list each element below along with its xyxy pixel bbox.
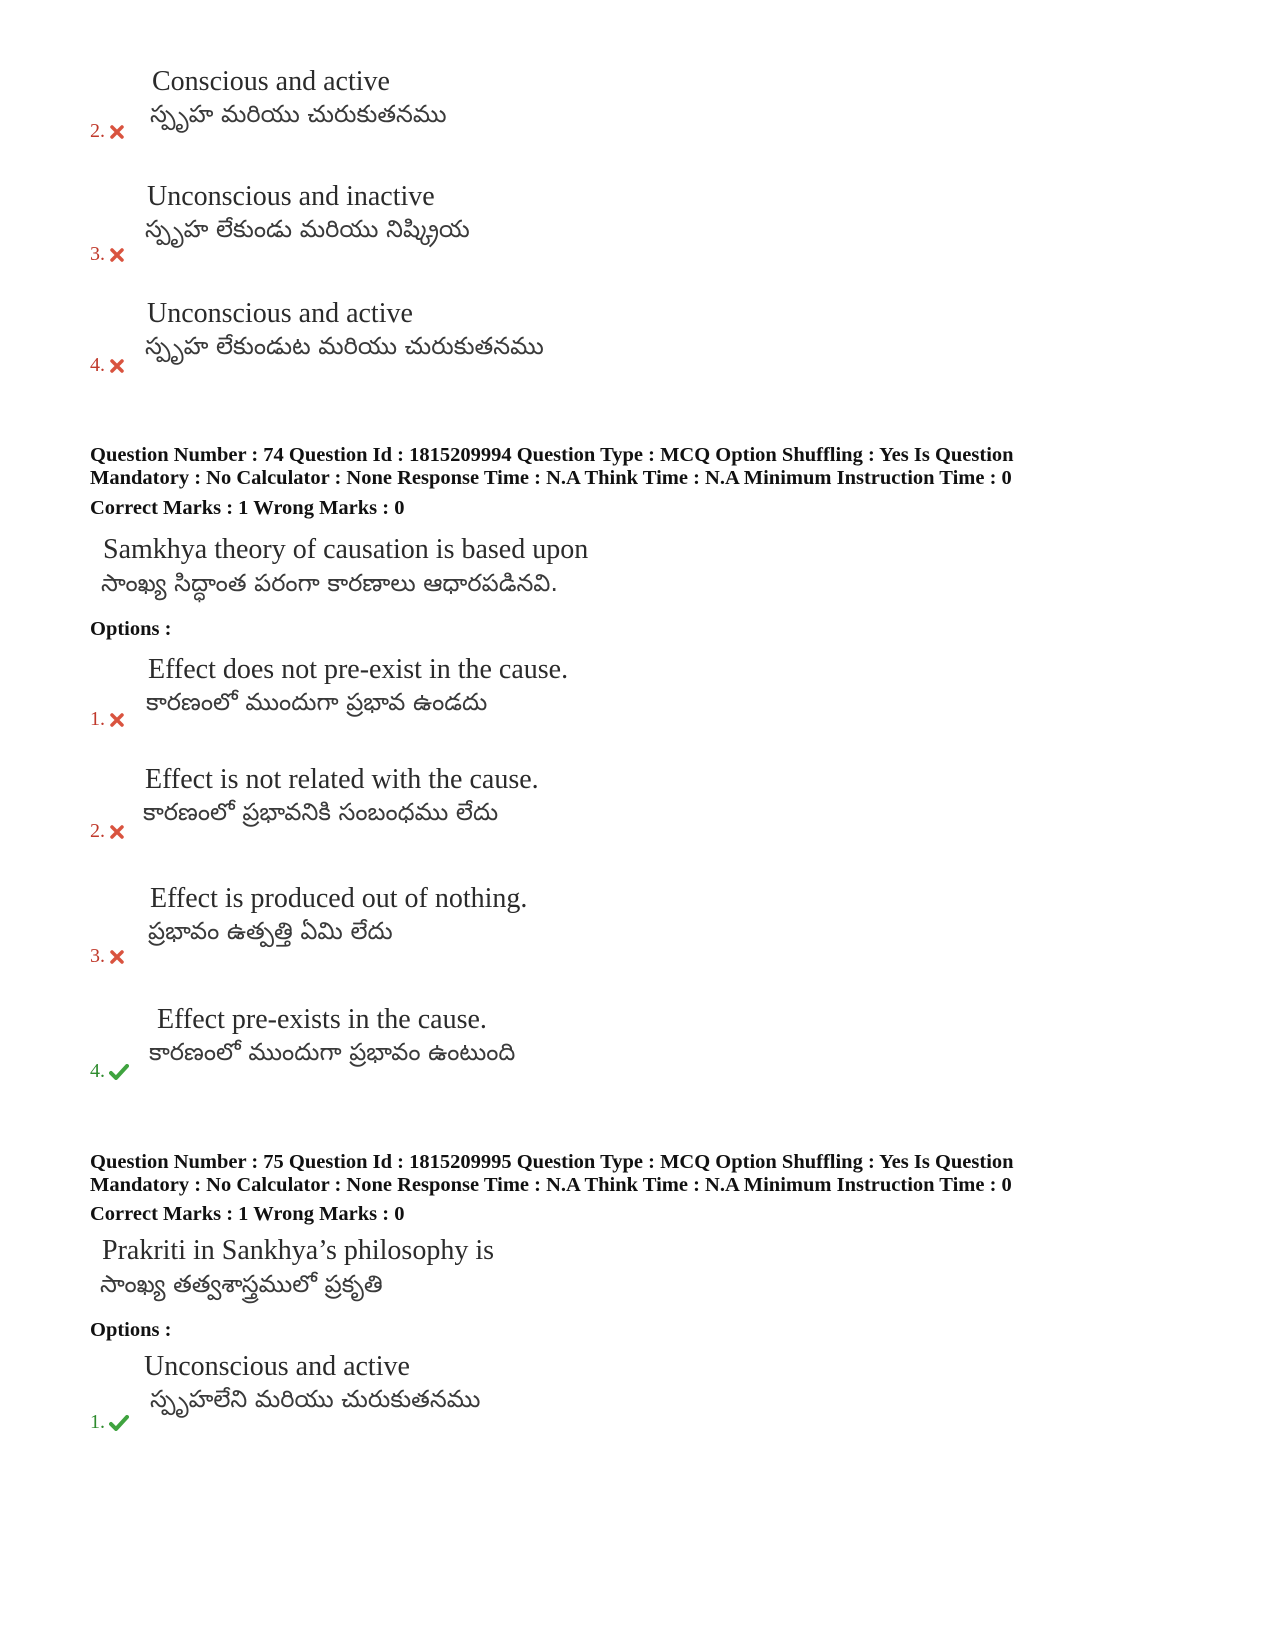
- option-number: 1.: [90, 708, 125, 731]
- option-text-te: స్పృహ లేకుండు మరియు నిష్క్రియ: [145, 215, 470, 243]
- question-text-en: Samkhya theory of causation is based upon: [103, 534, 589, 565]
- options-heading: Options :: [90, 1319, 172, 1341]
- option-number: 2.: [90, 120, 125, 143]
- option-text-en: Effect pre-exists in the cause.: [157, 1004, 487, 1035]
- option-text-en: Unconscious and active: [147, 298, 413, 329]
- option-number: 4.: [90, 1060, 129, 1083]
- question-text-te: సాంఖ్య సిద్ధాంత పరంగా కారణాలు ఆధారపడినవి.: [101, 569, 558, 597]
- cross-icon: [109, 712, 125, 728]
- question-marks: Correct Marks : 1 Wrong Marks : 0: [90, 1203, 405, 1225]
- option-number: 2.: [90, 820, 125, 843]
- cross-icon: [109, 358, 125, 374]
- cross-icon: [109, 247, 125, 263]
- cross-icon: [109, 824, 125, 840]
- option-number: 1.: [90, 1411, 129, 1434]
- cross-icon: [109, 124, 125, 140]
- option-text-en: Effect is produced out of nothing.: [150, 883, 528, 914]
- option-number: 3.: [90, 243, 125, 266]
- option-text-en: Unconscious and inactive: [147, 181, 435, 212]
- cross-icon: [109, 949, 125, 965]
- option-text-te: కారణంలో ముందుగా ప్రభావ ఉండదు: [146, 688, 488, 716]
- option-number: 3.: [90, 945, 125, 968]
- option-text-en: Effect is not related with the cause.: [145, 764, 539, 795]
- option-text-te: స్పృహలేని మరియు చురుకుతనము: [150, 1385, 481, 1413]
- question-meta-line2: Mandatory : No Calculator : None Response Time : N.A Think Time : N.A Minimum Instruction Time : 0: [90, 467, 1012, 489]
- option-number: 4.: [90, 354, 125, 377]
- option-text-en: Conscious and active: [152, 66, 390, 97]
- option-text-te: స్పృహ మరియు చురుకుతనము: [150, 100, 447, 128]
- question-meta-line1: Question Number : 74 Question Id : 1815209994 Question Type : MCQ Option Shuffling : Yes Is Question: [90, 444, 1014, 466]
- option-text-te: స్పృహ లేకుండుట మరియు చురుకుతనము: [145, 332, 544, 360]
- options-heading: Options :: [90, 618, 172, 640]
- question-marks: Correct Marks : 1 Wrong Marks : 0: [90, 497, 405, 519]
- question-text-en: Prakriti in Sankhya’s philosophy is: [102, 1235, 494, 1266]
- option-text-te: కారణంలో ప్రభావనికి సంబంధము లేదు: [143, 798, 499, 826]
- option-text-te: కారణంలో ముందుగా ప్రభావం ఉంటుంది: [149, 1038, 516, 1066]
- question-meta-line2: Mandatory : No Calculator : None Response Time : N.A Think Time : N.A Minimum Instruction Time : 0: [90, 1174, 1012, 1196]
- check-icon: [109, 1064, 129, 1080]
- option-text-en: Effect does not pre-exist in the cause.: [148, 654, 569, 685]
- option-text-te: ప్రభావం ఉత్పత్తి ఏమి లేదు: [148, 917, 393, 945]
- question-meta-line1: Question Number : 75 Question Id : 1815209995 Question Type : MCQ Option Shuffling : Yes Is Question: [90, 1151, 1014, 1173]
- option-text-en: Unconscious and active: [144, 1351, 410, 1382]
- check-icon: [109, 1415, 129, 1431]
- question-text-te: సాంఖ్య తత్వశాస్త్రములో ప్రకృతి: [100, 1270, 383, 1298]
